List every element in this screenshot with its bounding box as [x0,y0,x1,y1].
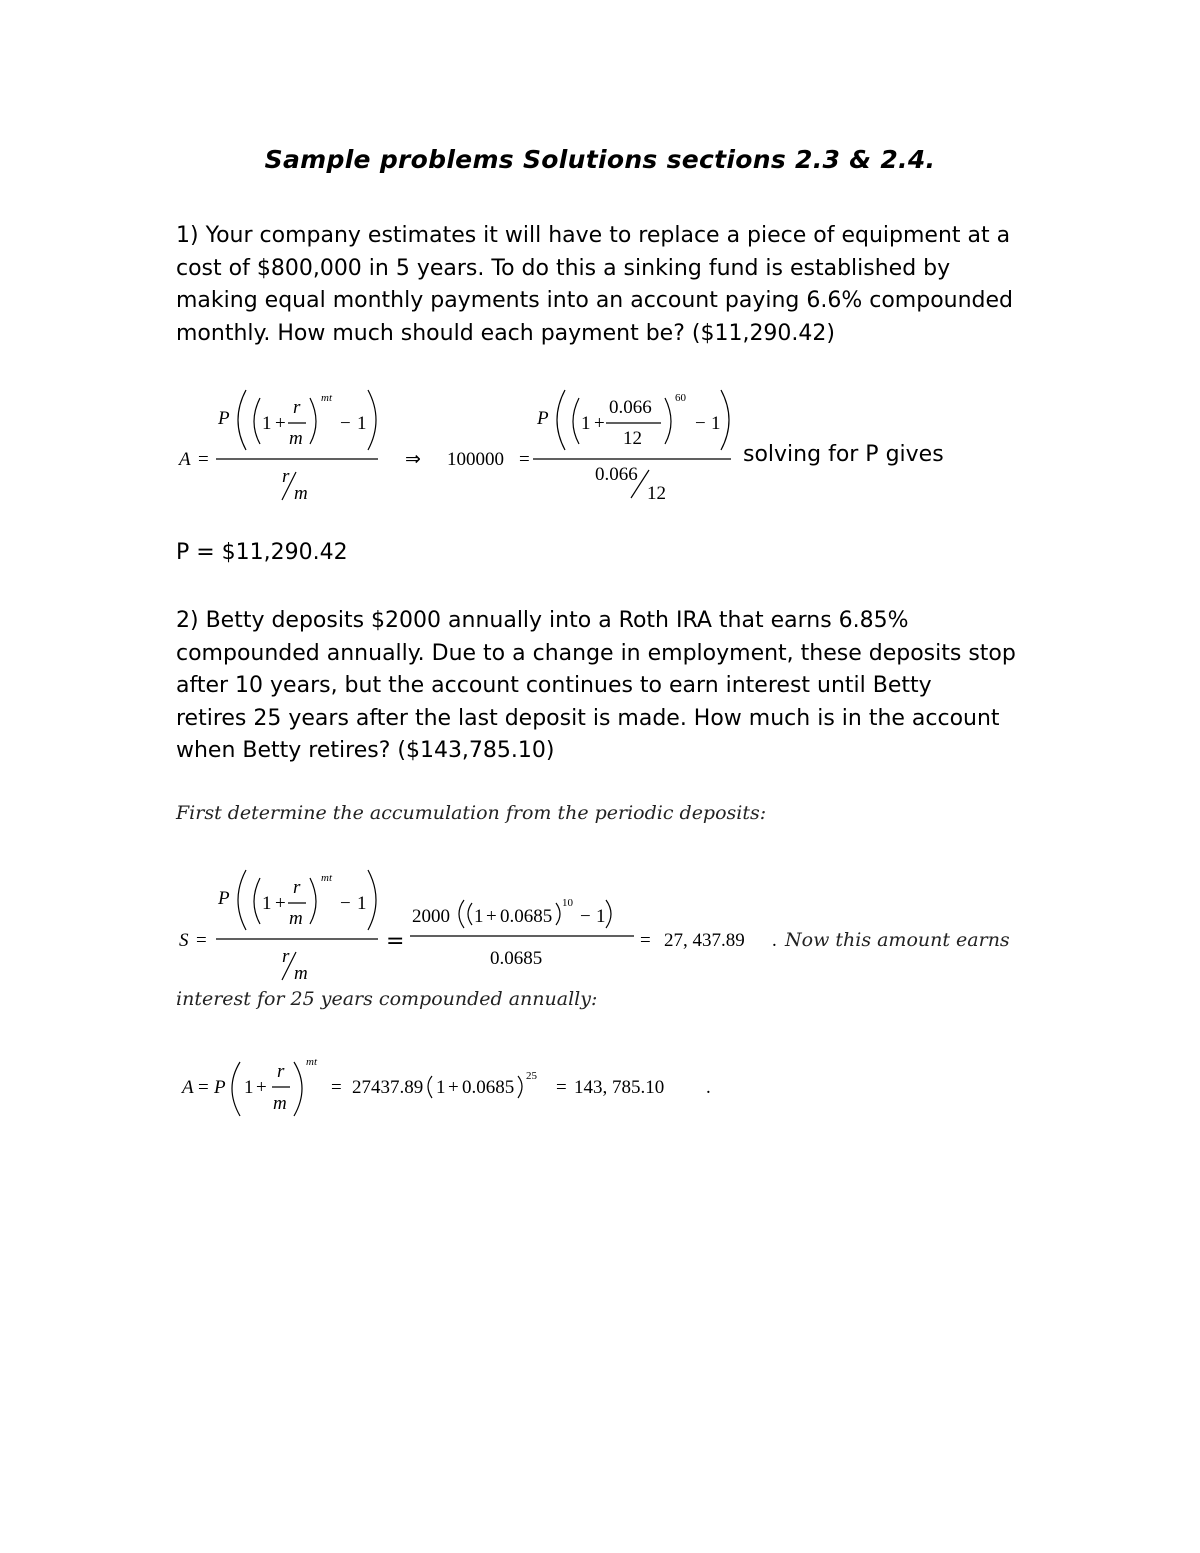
svg-text:−: − [580,906,591,927]
svg-text:10: 10 [562,897,573,909]
svg-text:r: r [282,466,290,487]
svg-text:1: 1 [581,413,591,434]
svg-text:A: A [179,449,191,470]
svg-text:r: r [282,946,290,967]
svg-text:143, 785.10: 143, 785.10 [574,1077,665,1098]
svg-text:P: P [537,408,549,429]
svg-text:12: 12 [623,428,642,449]
svg-text:1: 1 [262,893,272,914]
svg-text:r: r [293,397,301,418]
svg-text:1: 1 [711,413,721,434]
annuity-formula-general [176,382,396,512]
svg-text:m: m [294,483,308,504]
svg-text:+: + [486,906,497,927]
svg-text:0.0685: 0.0685 [500,906,553,927]
problem-1-answer: P = $11,290.42 [176,540,348,565]
problem-1-statement [176,220,1036,350]
svg-text:1: 1 [244,1077,254,1098]
svg-text:+: + [448,1077,459,1098]
problem-1-line: cost of $800,000 in 5 years. To do this a sinking fund is established by [176,255,951,281]
svg-text:r: r [277,1061,285,1082]
svg-text:m: m [289,428,303,449]
accumulation-formula [176,862,796,992]
note-first-determine: First determine the accumulation from the periodic deposits: [176,802,767,824]
note-now-earns: Now this amount earns [785,929,1010,951]
svg-text:m: m [273,1093,287,1114]
compound-interest-formula [176,1052,736,1122]
svg-text:1: 1 [262,413,272,434]
svg-text:+: + [275,893,286,914]
svg-text:1: 1 [357,893,367,914]
svg-text:=: = [331,1077,342,1098]
problem-1-line: 1) Your company estimates it will have to replace a piece of equipment at a [176,223,1011,248]
svg-text:27437.89: 27437.89 [352,1077,424,1098]
svg-text:−: − [340,893,351,914]
svg-text:P: P [218,408,230,429]
problem-1-line: making equal monthly payments into an account paying 6.6% compounded [176,288,1013,313]
problem-1-line: monthly. How much should each payment be? ($11,290.42) [176,320,836,346]
problem-2-statement [176,605,1036,768]
page-title: Sample problems Solutions sections 2.3 & 2.4. [264,145,936,174]
annuity-formula-specific [405,382,745,512]
problem-2-line: compounded annually. Due to a change in employment, these deposits stop [176,640,1016,666]
problem-2-line: when Betty retires? ($143,785.10) [176,738,555,763]
svg-text:.: . [772,930,777,951]
svg-text:0.066: 0.066 [609,397,652,418]
svg-text:0.0685: 0.0685 [462,1077,515,1098]
svg-text:r: r [293,877,301,898]
svg-text:100000: 100000 [447,449,504,470]
svg-text:0.0685: 0.0685 [490,948,543,969]
svg-text:+: + [275,413,286,434]
implies-arrow: ⇒ [405,449,421,470]
svg-text:27, 437.89: 27, 437.89 [664,930,745,951]
svg-text:+: + [256,1077,267,1098]
svg-text:=: = [556,1077,567,1098]
svg-text:1: 1 [474,906,484,927]
svg-text:m: m [289,908,303,929]
svg-text:=: = [640,930,651,951]
svg-text:=: = [386,929,405,954]
svg-text:P: P [218,888,230,909]
problem-2-line: after 10 years, but the account continues to earn interest until Betty [176,673,932,698]
svg-text:=: = [519,449,530,470]
svg-text:12: 12 [647,483,666,504]
svg-text:P: P [214,1077,226,1098]
svg-text:=: = [198,1077,209,1098]
svg-text:+: + [594,413,605,434]
svg-text:1: 1 [436,1077,446,1098]
svg-text:0.066: 0.066 [595,464,638,485]
svg-text:−: − [695,413,706,434]
problem-2-line: retires 25 years after the last deposit is made. How much is in the account [176,705,1000,731]
svg-text:mt: mt [321,872,332,884]
problem-2-line: 2) Betty deposits $2000 annually into a Roth IRA that earns 6.85% [176,608,909,633]
svg-text:S: S [179,930,189,951]
svg-text:mt: mt [321,392,332,404]
svg-text:A: A [182,1077,194,1098]
svg-text:2000: 2000 [412,906,450,927]
svg-text:60: 60 [675,392,686,404]
svg-text:−: − [340,413,351,434]
svg-text:m: m [294,963,308,984]
svg-text:1: 1 [596,906,606,927]
svg-text:25: 25 [526,1070,537,1082]
note-interest: interest for 25 years compounded annually: [176,988,598,1010]
svg-text:1: 1 [357,413,367,434]
svg-text:=: = [196,930,207,951]
svg-text:.: . [706,1077,711,1098]
svg-text:=: = [198,449,209,470]
solving-note: solving for P gives [743,442,944,467]
svg-text:mt: mt [306,1056,317,1068]
